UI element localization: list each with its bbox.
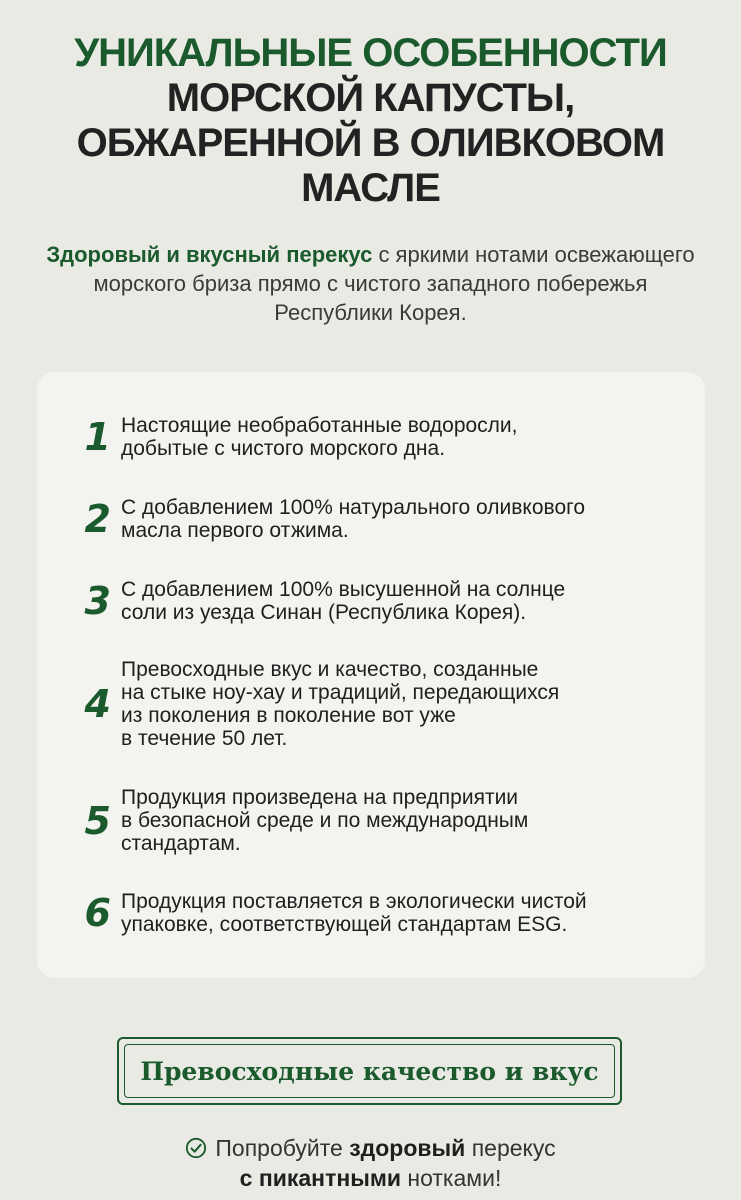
cta-part-2: перекус (465, 1135, 556, 1161)
feature-number: 5 (84, 798, 111, 843)
feature-number: 3 (84, 579, 111, 623)
title-line-1: УНИКАЛЬНЫЕ ОСОБЕННОСТИ (74, 31, 667, 75)
cta-line-1 (0, 1133, 741, 1163)
cta-part-3: нотками! (401, 1165, 502, 1191)
header (0, 30, 741, 211)
feature-number: 1 (84, 415, 111, 459)
subtitle-accent: Здоровый и вкусный перекус (46, 242, 373, 267)
feature-item-2 (37, 496, 705, 542)
feature-text: С добавлением 100% натурального оливкового масла первого отжима. (121, 496, 585, 542)
cta-text (0, 1133, 741, 1193)
feature-text: Продукция поставляется в экологически чистой упаковке, соответствующей стандартам ESG. (121, 890, 587, 936)
subtitle-text: с яркими нотами освежающего морского бриза прямо с чистого западного побережья Республики Корея. (93, 242, 695, 325)
quality-banner (117, 1037, 622, 1105)
feature-number: 4 (84, 682, 111, 726)
title-line-4: МАСЛЕ (301, 166, 440, 210)
title-line-3: ОБЖАРЕННОЙ В ОЛИВКОВОМ (76, 121, 665, 165)
feature-text: С добавлением 100% высушенной на солнце соли из уезда Синан (Республика Корея). (121, 578, 566, 624)
banner-label: Превосходные качество и вкус (140, 1056, 599, 1086)
feature-item-3 (37, 578, 705, 624)
cta-bold-1: здоровый (349, 1135, 466, 1161)
check-circle-icon (185, 1137, 207, 1159)
feature-item-4 (37, 658, 705, 750)
title-line-2: МОРСКОЙ КАПУСТЫ, (166, 76, 575, 120)
feature-text: Продукция произведена на предприятии в безопасной среде и по международным стандартам. (121, 786, 529, 855)
features-card (37, 372, 705, 978)
cta-bold-2: с пикантными (239, 1165, 402, 1191)
feature-item-6 (37, 890, 705, 936)
cta-part-1: Попробуйте (215, 1135, 350, 1161)
feature-number: 2 (84, 497, 111, 541)
feature-number: 6 (84, 891, 111, 935)
feature-item-5 (37, 786, 705, 855)
subtitle (40, 240, 701, 327)
feature-text: Настоящие необработанные водоросли, добытые с чистого морского дна. (121, 414, 518, 460)
cta-line-2 (0, 1163, 741, 1193)
feature-text: Превосходные вкус и качество, созданные на стыке ноу-хау и традиций, передающихся из поколения в поколение вот уже в течение 50 лет. (121, 658, 560, 750)
feature-item-1 (37, 414, 705, 460)
